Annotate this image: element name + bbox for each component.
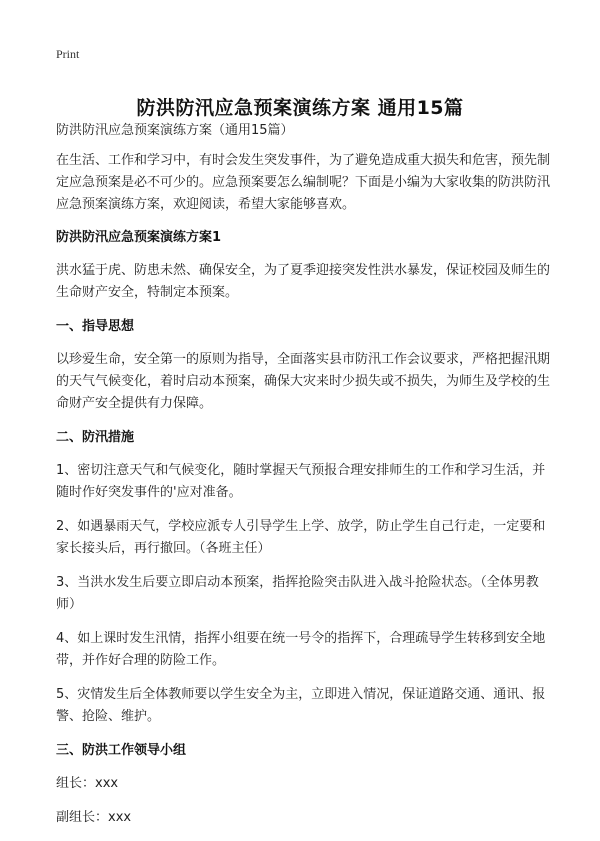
list-item: 5、灾情发生后全体教师要以学生安全为主，立即进入情况，保证道路交通、通讯、报警、抢险、维护。: [56, 687, 546, 724]
page-title: 防洪防汛应急预案演练方案 通用15篇: [136, 96, 464, 119]
print-link[interactable]: Print: [56, 47, 80, 61]
leader-value: xxx: [95, 776, 119, 791]
deputy-leader-label: 副组长：: [56, 810, 109, 825]
section-body-guiding-principle: 以珍爱生命，安全第一的原则为指导，全面落实县市防汛工作会议要求，严格把握汛期的天气气候变化，着时启动本预案，确保大灾来时少损失或不损失，为师生及学校的生命财产安全提供有力保障。: [56, 352, 551, 411]
plan-heading: 防洪防汛应急预案演练方案1: [56, 230, 222, 245]
section-heading-guiding-principle: 一、指导思想: [56, 319, 135, 334]
list-item: 2、如遇暴雨天气，学校应派专人引导学生上学、放学，防止学生自己行走，一定要和家长接头后，再行撤回。（各班主任）: [56, 519, 546, 556]
leader-field: [56, 773, 556, 795]
document-subtitle: 防洪防汛应急预案演练方案（通用15篇）: [56, 123, 294, 138]
list-item: 4、如上课时发生汛情，指挥小组要在统一号令的指挥下，合理疏导学生转移到安全地带，并作好合理的防险工作。: [56, 631, 546, 668]
plan-intro-paragraph: 洪水猛于虎、防患未然、确保安全，为了夏季迎接突发性洪水暴发，保证校园及师生的生命财产安全，特制定本预案。: [56, 263, 551, 300]
list-item: 1、密切注意天气和气候变化，随时掌握天气预报合理安排师生的工作和学习生活，并随时作好突发事件的'应对准备。: [56, 463, 546, 500]
section-heading-leadership-group: 三、防洪工作领导小组: [56, 743, 187, 758]
leader-label: 组长：: [56, 776, 96, 791]
deputy-leader-value: xxx: [108, 810, 132, 825]
intro-paragraph: 在生活、工作和学习中，有时会发生突发事件，为了避免造成重大损失和危害，预先制定应急预案是必不可少的。应急预案要怎么编制呢？下面是小编为大家收集的防洪防汛应急预案演练方案，欢迎阅读，希望大家能够喜欢。: [56, 153, 551, 212]
list-item: 3、当洪水发生后要立即启动本预案，指挥抢险突击队进入战斗抢险状态。（全体男教师）: [56, 575, 539, 612]
document-body: [56, 120, 556, 841]
section-heading-flood-measures: 二、防汛措施: [56, 430, 135, 445]
deputy-leader-field: [56, 807, 556, 829]
